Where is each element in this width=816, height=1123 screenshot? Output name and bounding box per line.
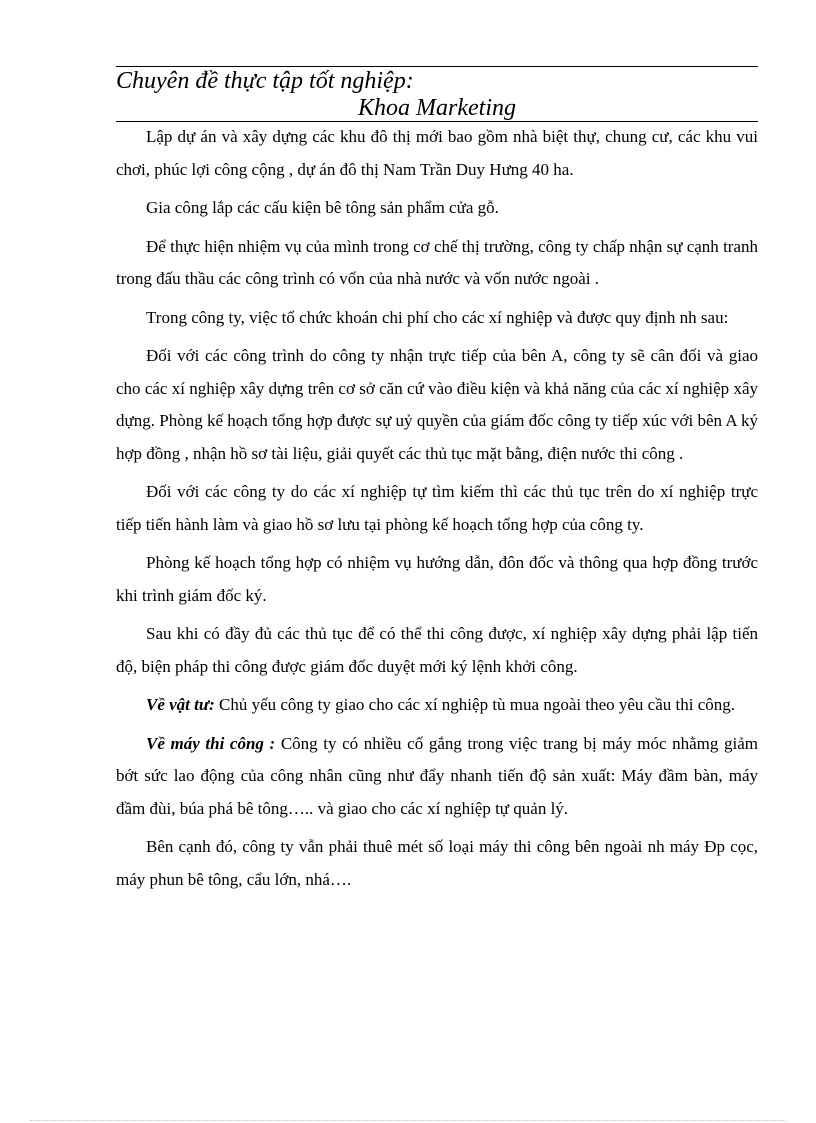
paragraph-text: Để thực hiện nhiệm vụ của mình trong cơ chế thị trường, công ty chấp nhận sự cạnh tranh trong đấu thầu các công trình có vốn của nhà nước và vốn nước ngoài . (116, 236, 758, 288)
paragraph (116, 302, 758, 335)
paragraph-text: Lập dự án và xây dựng các khu đô thị mới bao gồm nhà biệt thự, chung cư, các khu vui chơi, phúc lợi công cộng , dự án đô thị Nam Trần Duy Hưng 40 ha. (116, 127, 758, 179)
paragraph (116, 476, 758, 541)
paragraph (116, 231, 758, 296)
paragraph-text: Gia công lắp các cấu kiện bê tông sản phẩm cửa gỗ. (146, 198, 499, 217)
paragraph (116, 728, 758, 826)
paragraph-text: Phòng kế hoạch tổng hợp có nhiệm vụ hướng dẫn, đôn đốc và thông qua hợp đồng trước khi trình giám đốc ký. (116, 553, 758, 605)
paragraph (116, 689, 758, 722)
paragraph-text: Trong công ty, việc tổ chức khoán chi phí cho các xí nghiệp và được quy định nh sau: (146, 307, 729, 327)
paragraph-lead: Về máy thi công : (146, 733, 276, 753)
paragraph-text: Sau khi có đầy đủ các thủ tục để có thể thi công được, xí nghiệp xây dựng phải lập tiến độ, biện pháp thi công được giám đốc duyệt mới ký lệnh khởi công. (116, 624, 758, 676)
paragraph (116, 547, 758, 612)
paragraph-lead: Về vật tư: (146, 695, 215, 714)
paragraph (116, 618, 758, 683)
paragraph (116, 192, 758, 225)
page-bottom-dotted-border (30, 1120, 786, 1121)
paragraph-text: Công ty có nhiều cố gắng trong việc trang bị máy móc nhằmg giảm bớt sức lao động của công nhân cũng như đẩy nhanh tiến độ sản xuất: Máy đầm bàn, máy đầm đùi, búa phá bê tông….. và giao cho các xí nghiệp tự quản lý. (116, 733, 758, 818)
paragraph-text: Đối với các công trình do công ty nhận trực tiếp của bên A, công ty sẽ cân đối và giao cho các xí nghiệp xây dựng trên cơ sở căn cứ vào điều kiện và khả năng của các xí nghiệp xây dựng. Phòng kế hoạch tổng hợp được sự uỷ quyền của giám đốc công ty tiếp xúc với bên A ký hợp đồng , nhận hồ sơ tài liệu, giải quyết các thủ tục mặt bằng, điện nước thi công . (116, 346, 758, 463)
header-title-line1: Chuyên đề thực tập tốt nghiệp: (116, 68, 414, 94)
paragraph (116, 831, 758, 896)
paragraph-text: Chủ yếu công ty giao cho các xí nghiệp tù mua ngoài theo yêu cầu thi công. (214, 695, 735, 714)
paragraph-text: Bên cạnh đó, công ty vẫn phải thuê mét số loại máy thi công bên ngoài nh máy Đp cọc, máy phun bê tông, cẩu lớn, nhá…. (116, 837, 758, 889)
document-body (116, 121, 758, 896)
paragraph-text: Đối với các công ty do các xí nghiệp tự tìm kiếm thì các thủ tục trên do xí nghiệp trực tiếp tiến hành làm và giao hồ sơ lưu tại phòng kế hoạch tổng hợp của công ty. (116, 482, 758, 534)
paragraph (116, 340, 758, 470)
paragraph (116, 121, 758, 186)
header-title-line2: Khoa Marketing (358, 95, 516, 121)
